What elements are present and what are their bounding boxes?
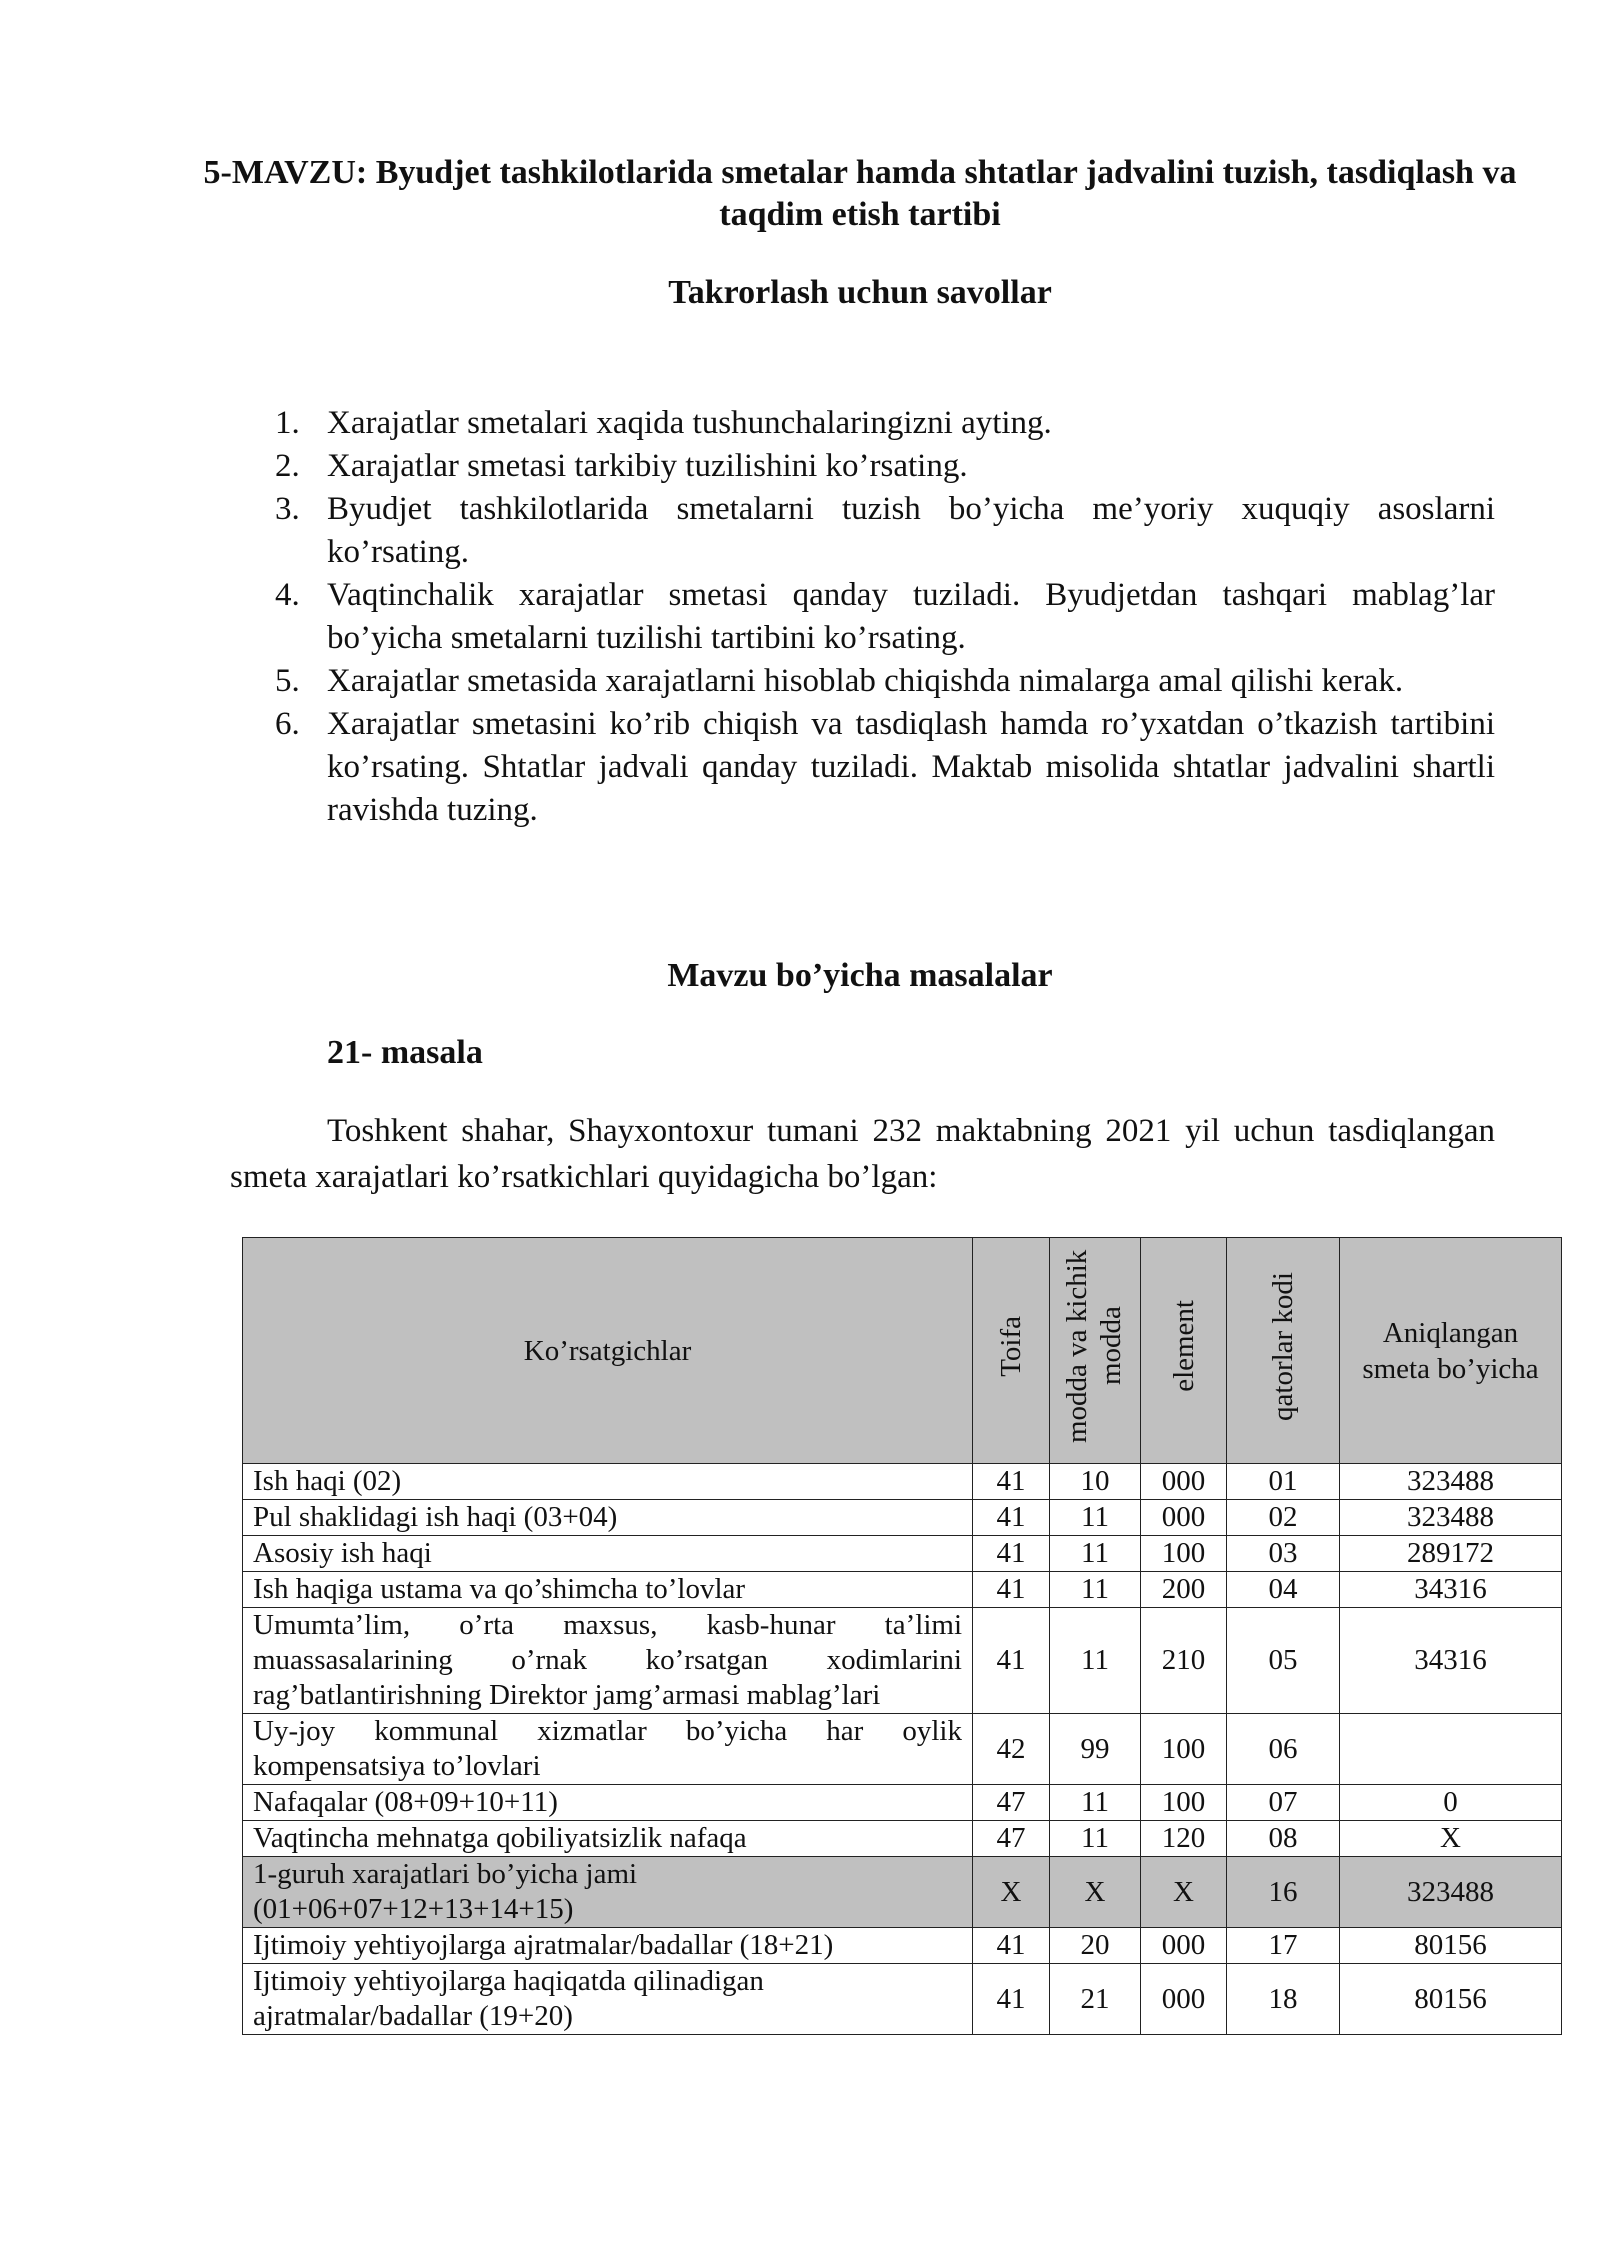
row-toifa: 41 [973,1464,1050,1500]
row-element: X [1141,1857,1227,1928]
row-code: 18 [1227,1964,1340,2035]
table-row [243,1785,1562,1821]
table-row-total [243,1857,1562,1928]
question-item [275,703,1495,832]
question-text: Vaqtinchalik xarajatlar smetasi qanday tuziladi. Byudjetdan tashqari mablag’lar bo’yicha smetalarni tuzilishi tartibini ko’rsating. [327,577,1495,656]
row-toifa: 41 [973,1500,1050,1536]
row-modda: 11 [1050,1608,1141,1714]
row-toifa: 47 [973,1821,1050,1857]
problems-heading: Mavzu bo’yicha masalalar [667,957,1053,994]
row-code: 05 [1227,1608,1340,1714]
review-questions-heading: Takrorlash uchun savollar [668,274,1052,311]
problem-title: 21- masala [327,1034,483,1071]
row-element: 100 [1141,1536,1227,1572]
row-modda: 21 [1050,1964,1141,2035]
row-modda: 11 [1050,1536,1141,1572]
row-smeta: 323488 [1340,1500,1562,1536]
table-header-row [243,1238,1562,1464]
question-number: 2. [275,448,300,484]
row-element: 210 [1141,1608,1227,1714]
row-modda: 10 [1050,1464,1141,1500]
question-number: 6. [275,706,300,742]
row-element: 100 [1141,1714,1227,1785]
row-smeta [1340,1714,1562,1785]
row-toifa: 41 [973,1572,1050,1608]
row-name: Ish haqi (02) [243,1464,973,1500]
row-code: 03 [1227,1536,1340,1572]
table-row [243,1608,1562,1714]
row-element: 000 [1141,1964,1227,2035]
smeta-table [242,1237,1562,2035]
question-number: 3. [275,491,300,527]
row-code: 16 [1227,1857,1340,1928]
row-toifa: 47 [973,1785,1050,1821]
header-smeta: Aniqlangan smeta bo’yicha [1340,1238,1562,1464]
table-row [243,1464,1562,1500]
row-name: Ijtimoiy yehtiyojlarga ajratmalar/badallar (18+21) [243,1928,973,1964]
row-name: Umumta’lim, o’rta maxsus, kasb-hunar ta’limi muassasalarining o’rnak ko’rsatgan xodimlarini rag’batlantirishning Direktor jamg’armasi mablag’lari [243,1608,973,1714]
row-name: Vaqtincha mehnatga qobiliyatsizlik nafaqa [243,1821,973,1857]
row-smeta: 80156 [1340,1964,1562,2035]
header-element: element [1141,1238,1227,1464]
row-smeta: 34316 [1340,1608,1562,1714]
row-code: 17 [1227,1928,1340,1964]
question-item [275,488,1495,574]
row-code: 07 [1227,1785,1340,1821]
row-element: 120 [1141,1821,1227,1857]
row-name: Ijtimoiy yehtiyojlarga haqiqatda qilinadigan ajratmalar/badallar (19+20) [243,1964,973,2035]
table-row [243,1821,1562,1857]
row-toifa: 41 [973,1928,1050,1964]
header-row-code: qatorlar kodi [1227,1238,1340,1464]
question-text: Xarajatlar smetalari xaqida tushunchalaringizni ayting. [327,405,1052,441]
row-name: Ish haqiga ustama va qo’shimcha to’lovlar [243,1572,973,1608]
row-modda: X [1050,1857,1141,1928]
row-smeta: 34316 [1340,1572,1562,1608]
row-toifa: 41 [973,1964,1050,2035]
row-code: 08 [1227,1821,1340,1857]
row-modda: 11 [1050,1500,1141,1536]
question-item [275,660,1495,703]
table-row [243,1536,1562,1572]
document-title: 5-MAVZU: Byudjet tashkilotlarida smetalar hamda shtatlar jadvalini tuzish, tasdiqlash va taqdim etish tartibi [203,154,1517,233]
row-smeta: 80156 [1340,1928,1562,1964]
row-code: 04 [1227,1572,1340,1608]
row-element: 000 [1141,1928,1227,1964]
table-row [243,1964,1562,2035]
table-row [243,1500,1562,1536]
review-questions-list [275,402,1495,832]
question-text: Xarajatlar smetasi tarkibiy tuzilishini ko’rsating. [327,448,968,484]
question-text: Xarajatlar smetasini ko’rib chiqish va tasdiqlash hamda ro’yxatdan o’tkazish tartibini ko’rsating. Shtatlar jadvali qanday tuziladi. Maktab misolida shtatlar jadvalini shartli ravishda tuzing. [327,706,1495,828]
row-smeta: 323488 [1340,1857,1562,1928]
row-name: Uy-joy kommunal xizmatlar bo’yicha har oylik kompensatsiya to’lovlari [243,1714,973,1785]
row-name: Nafaqalar (08+09+10+11) [243,1785,973,1821]
row-code: 06 [1227,1714,1340,1785]
table-row [243,1714,1562,1785]
row-element: 000 [1141,1500,1227,1536]
row-smeta: 323488 [1340,1464,1562,1500]
row-smeta: X [1340,1821,1562,1857]
row-smeta: 0 [1340,1785,1562,1821]
row-name: Pul shaklidagi ish haqi (03+04) [243,1500,973,1536]
row-element: 000 [1141,1464,1227,1500]
row-modda: 20 [1050,1928,1141,1964]
question-text: Byudjet tashkilotlarida smetalarni tuzish bo’yicha me’yoriy xuquqiy asoslarni ko’rsating. [327,491,1495,570]
header-modda: modda va kichik modda [1050,1238,1141,1464]
row-code: 02 [1227,1500,1340,1536]
row-modda: 11 [1050,1572,1141,1608]
question-number: 4. [275,577,300,613]
question-item [275,402,1495,445]
row-element: 200 [1141,1572,1227,1608]
row-toifa: 41 [973,1536,1050,1572]
row-element: 100 [1141,1785,1227,1821]
table-row [243,1572,1562,1608]
row-code: 01 [1227,1464,1340,1500]
row-toifa: 42 [973,1714,1050,1785]
question-text: Xarajatlar smetasida xarajatlarni hisoblab chiqishda nimalarga amal qilishi kerak. [327,663,1404,699]
row-modda: 11 [1050,1821,1141,1857]
question-item [275,574,1495,660]
table-row [243,1928,1562,1964]
row-toifa: X [973,1857,1050,1928]
question-item [275,445,1495,488]
row-toifa: 41 [973,1608,1050,1714]
row-modda: 11 [1050,1785,1141,1821]
problem-text: Toshkent shahar, Shayxontoxur tumani 232 maktabning 2021 yil uchun tasdiqlangan smeta xarajatlari ko’rsatkichlari quyidagicha bo’lgan: [230,1113,1495,1195]
header-indicators: Ko’rsatgichlar [243,1238,973,1464]
question-number: 5. [275,663,300,699]
question-number: 1. [275,405,300,441]
header-toifa: Toifa [973,1238,1050,1464]
row-name: Asosiy ish haqi [243,1536,973,1572]
row-smeta: 289172 [1340,1536,1562,1572]
row-name: 1-guruh xarajatlari bo’yicha jami (01+06+07+12+13+14+15) [243,1857,973,1928]
row-modda: 99 [1050,1714,1141,1785]
